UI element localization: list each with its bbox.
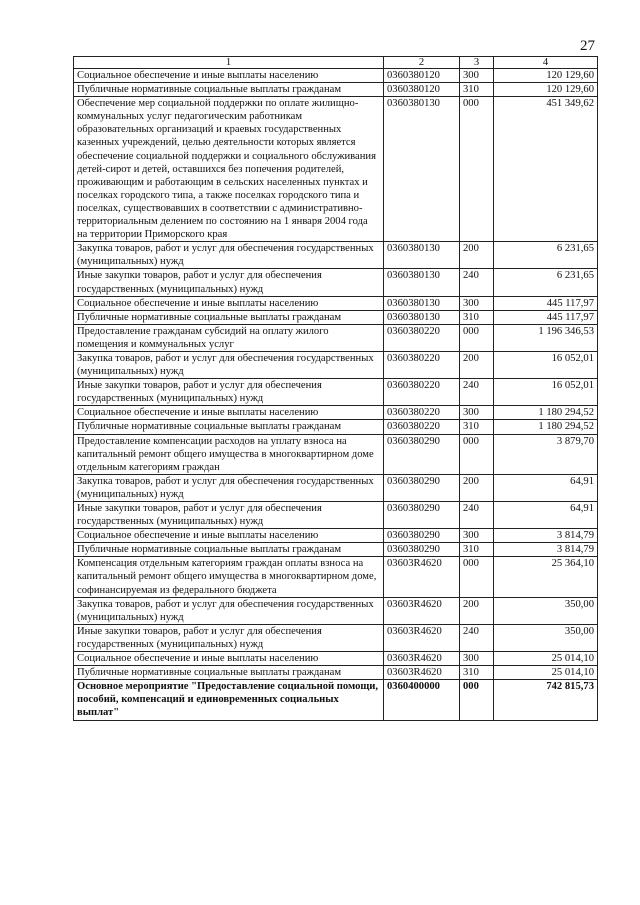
row-name-cell: Иные закупки товаров, работ и услуг для обеспечения государственных (муниципальных) нужд xyxy=(74,269,384,296)
row-name-cell: Закупка товаров, работ и услуг для обеспечения государственных (муниципальных) нужд xyxy=(74,242,384,269)
row-amount-cell: 120 129,60 xyxy=(494,83,598,97)
row-code-cell: 03603R4620 xyxy=(384,624,460,651)
row-name-cell: Иные закупки товаров, работ и услуг для обеспечения государственных (муниципальных) нужд xyxy=(74,379,384,406)
column-header: 1 xyxy=(74,57,384,69)
row-code-cell: 0360380290 xyxy=(384,543,460,557)
row-type-cell: 240 xyxy=(460,379,494,406)
row-type-cell: 000 xyxy=(460,97,494,242)
row-type-cell: 300 xyxy=(460,529,494,543)
table-row xyxy=(74,502,598,529)
row-code-cell: 03603R4620 xyxy=(384,666,460,680)
table-body xyxy=(74,69,598,721)
row-amount-cell: 25 364,10 xyxy=(494,557,598,597)
row-code-cell: 0360380290 xyxy=(384,474,460,501)
row-code-cell: 0360380130 xyxy=(384,310,460,324)
row-amount-cell: 1 180 294,52 xyxy=(494,406,598,420)
row-type-cell: 240 xyxy=(460,502,494,529)
table-row xyxy=(74,543,598,557)
row-name-cell: Публичные нормативные социальные выплаты гражданам xyxy=(74,310,384,324)
row-type-cell: 300 xyxy=(460,652,494,666)
row-amount-cell: 3 814,79 xyxy=(494,543,598,557)
row-code-cell: 0360380290 xyxy=(384,434,460,474)
table-row xyxy=(74,680,598,720)
table-row xyxy=(74,351,598,378)
row-amount-cell: 120 129,60 xyxy=(494,69,598,83)
row-code-cell: 0360380220 xyxy=(384,406,460,420)
table-row xyxy=(74,557,598,597)
budget-table xyxy=(73,56,598,721)
row-code-cell: 0360380220 xyxy=(384,420,460,434)
row-type-cell: 000 xyxy=(460,324,494,351)
row-type-cell: 240 xyxy=(460,624,494,651)
table-row xyxy=(74,324,598,351)
table-row xyxy=(74,83,598,97)
row-code-cell: 0360380220 xyxy=(384,379,460,406)
table-row xyxy=(74,242,598,269)
row-code-cell: 0360380290 xyxy=(384,502,460,529)
row-type-cell: 200 xyxy=(460,351,494,378)
row-type-cell: 000 xyxy=(460,557,494,597)
table-row xyxy=(74,434,598,474)
table-row xyxy=(74,529,598,543)
row-name-cell: Основное мероприятие "Предоставление социальной помощи, пособий, компенсаций и единовременных социальных выплат" xyxy=(74,680,384,720)
row-code-cell: 0360380220 xyxy=(384,351,460,378)
row-name-cell: Социальное обеспечение и иные выплаты населению xyxy=(74,529,384,543)
table-row xyxy=(74,69,598,83)
row-code-cell: 0360380120 xyxy=(384,83,460,97)
row-amount-cell: 742 815,73 xyxy=(494,680,598,720)
row-code-cell: 0360380220 xyxy=(384,324,460,351)
table-row xyxy=(74,379,598,406)
row-amount-cell: 3 879,70 xyxy=(494,434,598,474)
row-amount-cell: 64,91 xyxy=(494,474,598,501)
row-name-cell: Публичные нормативные социальные выплаты гражданам xyxy=(74,666,384,680)
row-name-cell: Социальное обеспечение и иные выплаты населению xyxy=(74,69,384,83)
row-type-cell: 200 xyxy=(460,474,494,501)
table-row xyxy=(74,269,598,296)
table-row xyxy=(74,624,598,651)
row-code-cell: 0360400000 xyxy=(384,680,460,720)
row-code-cell: 03603R4620 xyxy=(384,597,460,624)
row-name-cell: Социальное обеспечение и иные выплаты населению xyxy=(74,406,384,420)
table-row xyxy=(74,652,598,666)
row-name-cell: Социальное обеспечение и иные выплаты населению xyxy=(74,652,384,666)
row-type-cell: 300 xyxy=(460,69,494,83)
row-code-cell: 0360380130 xyxy=(384,269,460,296)
table-row xyxy=(74,310,598,324)
table-row xyxy=(74,666,598,680)
row-amount-cell: 445 117,97 xyxy=(494,296,598,310)
table-row xyxy=(74,474,598,501)
row-name-cell: Предоставление компенсации расходов на уплату взноса на капитальный ремонт общего имущества в многоквартирном доме отдельным категориям граждан xyxy=(74,434,384,474)
row-amount-cell: 64,91 xyxy=(494,502,598,529)
row-name-cell: Публичные нормативные социальные выплаты гражданам xyxy=(74,543,384,557)
row-type-cell: 310 xyxy=(460,420,494,434)
row-name-cell: Закупка товаров, работ и услуг для обеспечения государственных (муниципальных) нужд xyxy=(74,474,384,501)
row-type-cell: 000 xyxy=(460,434,494,474)
column-header: 3 xyxy=(460,57,494,69)
row-type-cell: 200 xyxy=(460,242,494,269)
row-name-cell: Иные закупки товаров, работ и услуг для обеспечения государственных (муниципальных) нужд xyxy=(74,624,384,651)
row-code-cell: 0360380130 xyxy=(384,296,460,310)
row-code-cell: 0360380130 xyxy=(384,242,460,269)
row-type-cell: 300 xyxy=(460,406,494,420)
row-code-cell: 03603R4620 xyxy=(384,557,460,597)
row-name-cell: Компенсация отдельным категориям граждан оплаты взноса на капитальный ремонт общего имущества в многоквартирном доме, софинансируемая из федерального бюджета xyxy=(74,557,384,597)
row-type-cell: 310 xyxy=(460,83,494,97)
row-type-cell: 200 xyxy=(460,597,494,624)
row-type-cell: 300 xyxy=(460,296,494,310)
row-amount-cell: 1 196 346,53 xyxy=(494,324,598,351)
row-code-cell: 03603R4620 xyxy=(384,652,460,666)
row-name-cell: Публичные нормативные социальные выплаты гражданам xyxy=(74,83,384,97)
row-type-cell: 240 xyxy=(460,269,494,296)
row-amount-cell: 16 052,01 xyxy=(494,379,598,406)
table-row xyxy=(74,420,598,434)
row-amount-cell: 1 180 294,52 xyxy=(494,420,598,434)
row-name-cell: Публичные нормативные социальные выплаты гражданам xyxy=(74,420,384,434)
row-code-cell: 0360380120 xyxy=(384,69,460,83)
row-amount-cell: 451 349,62 xyxy=(494,97,598,242)
row-amount-cell: 16 052,01 xyxy=(494,351,598,378)
row-name-cell: Иные закупки товаров, работ и услуг для обеспечения государственных (муниципальных) нужд xyxy=(74,502,384,529)
row-type-cell: 310 xyxy=(460,310,494,324)
row-name-cell: Обеспечение мер социальной поддержки по оплате жилищно-коммунальных услуг педагогическим работникам образовательных организаций и краевых государственных казенных учреждений, целью деятельности которых является обеспечение социальной поддержки и социального обслуживания детей-сирот и детей, оставшихся без попечения родителей, проживающим и работающим в сельских населенных пунктах и поселках городского типа, а также поселках городского типа и поселках, существовавших в соответствии с административно-территориальным делением по состоянию на 1 января 2004 года на территории Приморского края xyxy=(74,97,384,242)
column-header: 4 xyxy=(494,57,598,69)
row-amount-cell: 350,00 xyxy=(494,597,598,624)
column-header: 2 xyxy=(384,57,460,69)
table-row xyxy=(74,97,598,242)
table-header-row xyxy=(74,57,598,69)
row-amount-cell: 6 231,65 xyxy=(494,269,598,296)
row-code-cell: 0360380130 xyxy=(384,97,460,242)
row-type-cell: 000 xyxy=(460,680,494,720)
table-row xyxy=(74,296,598,310)
page-number: 27 xyxy=(580,38,595,54)
row-name-cell: Закупка товаров, работ и услуг для обеспечения государственных (муниципальных) нужд xyxy=(74,351,384,378)
row-amount-cell: 445 117,97 xyxy=(494,310,598,324)
table-row xyxy=(74,406,598,420)
row-type-cell: 310 xyxy=(460,666,494,680)
row-code-cell: 0360380290 xyxy=(384,529,460,543)
row-amount-cell: 3 814,79 xyxy=(494,529,598,543)
row-name-cell: Закупка товаров, работ и услуг для обеспечения государственных (муниципальных) нужд xyxy=(74,597,384,624)
row-amount-cell: 25 014,10 xyxy=(494,652,598,666)
row-amount-cell: 25 014,10 xyxy=(494,666,598,680)
row-amount-cell: 6 231,65 xyxy=(494,242,598,269)
row-name-cell: Социальное обеспечение и иные выплаты населению xyxy=(74,296,384,310)
row-type-cell: 310 xyxy=(460,543,494,557)
row-amount-cell: 350,00 xyxy=(494,624,598,651)
row-name-cell: Предоставление гражданам субсидий на оплату жилого помещения и коммунальных услуг xyxy=(74,324,384,351)
table-row xyxy=(74,597,598,624)
